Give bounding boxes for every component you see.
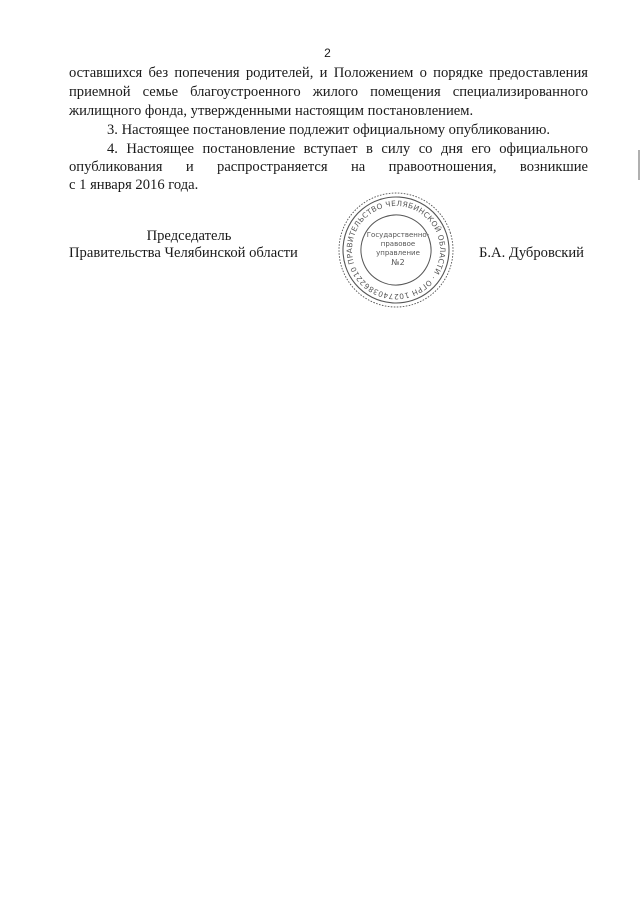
page-number: 2: [324, 46, 331, 60]
paragraph-2: 3. Настоящее постановление подлежит официальному опубликованию.: [107, 122, 551, 138]
seal-outer-text: ПРАВИТЕЛЬСТВО ЧЕЛЯБИНСКОЙ ОБЛАСТИ · ОГРН 1027403862210: [344, 198, 448, 302]
paragraph-1-line-1: оставшихся без попечения родителей, и Положением о порядке предоставления: [69, 65, 588, 81]
signature-organization: Правительства Челябинской области: [69, 245, 298, 261]
paragraph-1-line-2: приемной семье благоустроенного жилого помещения специализированного: [69, 84, 588, 100]
paragraph-3-line-1: 4. Настоящее постановление вступает в силу со дня его официального: [107, 141, 588, 157]
seal-inner-line-2: правовое: [380, 240, 416, 248]
signature-name: Б.А. Дубровский: [479, 245, 584, 261]
paragraph-3-line-3: с 1 января 2016 года.: [69, 177, 199, 193]
seal-inner-line-4: №2: [391, 258, 405, 267]
seal-inner-line-3: управление: [376, 249, 420, 257]
official-seal-graphic: [320, 190, 472, 310]
official-seal: [320, 190, 472, 310]
paragraph-1-line-3: жилищного фонда, утвержденными настоящим постановлением.: [69, 103, 474, 119]
paragraph-3-line-2: опубликования и распространяется на правоотношения, возникшие: [69, 159, 588, 175]
signature-title: Председатель: [146, 228, 232, 244]
seal-inner-line-1: Государственно-: [366, 231, 430, 239]
